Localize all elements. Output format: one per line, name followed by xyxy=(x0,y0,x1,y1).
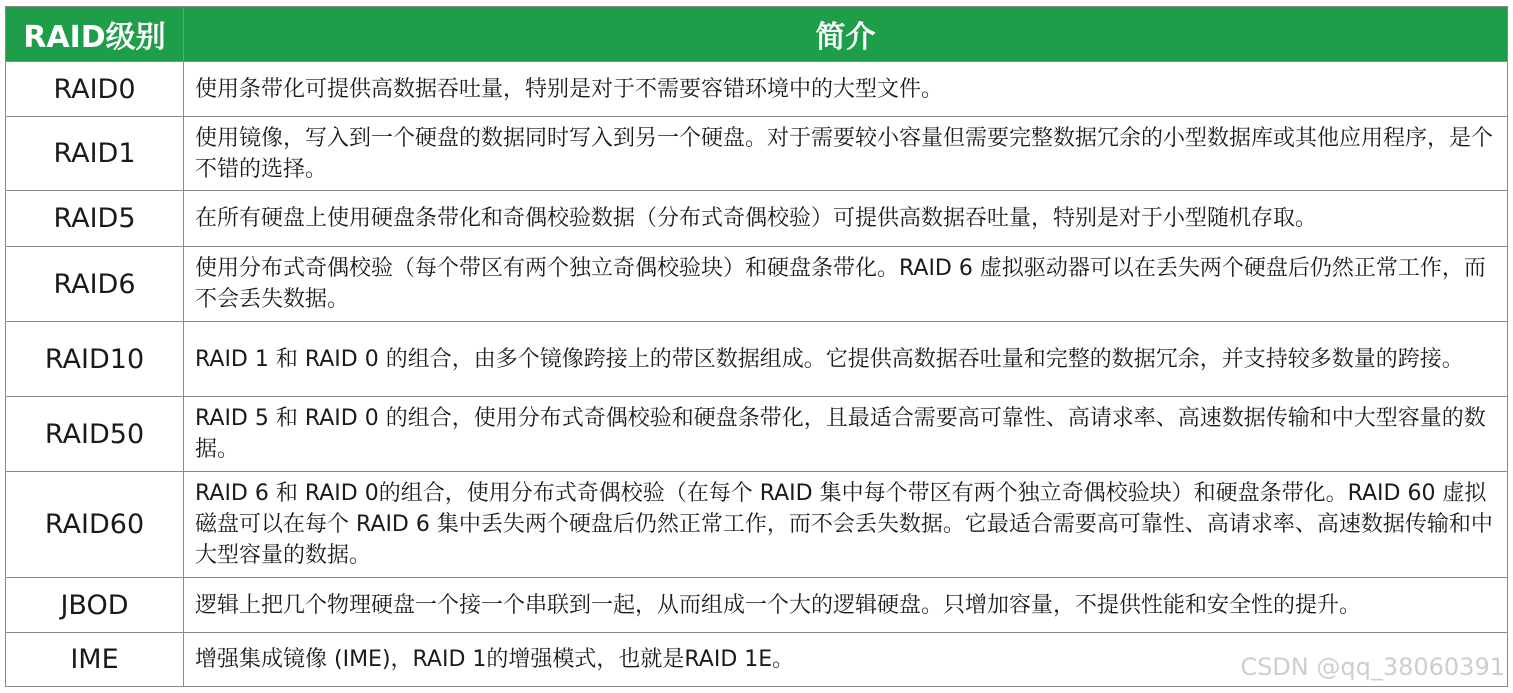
raid-description-cell: RAID 6 和 RAID 0的组合，使用分布式奇偶校验（在每个 RAID 集中每个带区有两个独立奇偶校验块）和硬盘条带化。RAID 60 虚拟磁盘可以在每个 RAID 6 集中丢失两个硬盘后仍然正常工作，而不会丢失数据。它最适合需要高可靠性、高请求率、高速数据传输和中大型容量的数据。 xyxy=(184,472,1508,578)
table-row xyxy=(6,578,1508,633)
raid-description-cell: 使用镜像，写入到一个硬盘的数据同时写入到另一个硬盘。对于需要较小容量但需要完整数据冗余的小型数据库或其他应用程序，是个不错的选择。 xyxy=(184,117,1508,191)
header-description: 简介 xyxy=(184,7,1508,62)
raid-description-cell: 逻辑上把几个物理硬盘一个接一个串联到一起，从而组成一个大的逻辑硬盘。只增加容量，不提供性能和安全性的提升。 xyxy=(184,578,1508,633)
table-row xyxy=(6,633,1508,687)
raid-level-cell: RAID6 xyxy=(6,247,184,322)
table-row xyxy=(6,191,1508,247)
raid-level-cell: RAID1 xyxy=(6,117,184,191)
header-row xyxy=(6,7,1508,62)
table-row xyxy=(6,117,1508,191)
raid-description-cell: 增强集成镜像 (IME)，RAID 1的增强模式，也就是RAID 1E。 xyxy=(184,633,1508,687)
csdn-watermark: CSDN @qq_38060391 xyxy=(1240,653,1505,681)
raid-description-cell: 使用条带化可提供高数据吞吐量，特别是对于不需要容错环境中的大型文件。 xyxy=(184,62,1508,117)
table-row xyxy=(6,472,1508,578)
table-row xyxy=(6,322,1508,397)
table-header xyxy=(6,7,1508,62)
header-raid-level: RAID级别 xyxy=(6,7,184,62)
raid-level-cell: RAID10 xyxy=(6,322,184,397)
table-body xyxy=(6,62,1508,687)
raid-level-cell: RAID0 xyxy=(6,62,184,117)
raid-description-cell: RAID 1 和 RAID 0 的组合，由多个镜像跨接上的带区数据组成。它提供高数据吞吐量和完整的数据冗余，并支持较多数量的跨接。 xyxy=(184,322,1508,397)
raid-description-cell: 使用分布式奇偶校验（每个带区有两个独立奇偶校验块）和硬盘条带化。RAID 6 虚拟驱动器可以在丢失两个硬盘后仍然正常工作，而不会丢失数据。 xyxy=(184,247,1508,322)
raid-level-cell: RAID60 xyxy=(6,472,184,578)
raid-description-cell: RAID 5 和 RAID 0 的组合，使用分布式奇偶校验和硬盘条带化，且最适合需要高可靠性、高请求率、高速数据传输和中大型容量的数据。 xyxy=(184,397,1508,472)
table-row xyxy=(6,247,1508,322)
raid-level-table xyxy=(5,6,1508,687)
raid-level-cell: IME xyxy=(6,633,184,687)
table-row xyxy=(6,62,1508,117)
table-row xyxy=(6,397,1508,472)
raid-level-cell: RAID50 xyxy=(6,397,184,472)
raid-level-cell: RAID5 xyxy=(6,191,184,247)
raid-level-cell: JBOD xyxy=(6,578,184,633)
raid-description-cell: 在所有硬盘上使用硬盘条带化和奇偶校验数据（分布式奇偶校验）可提供高数据吞吐量，特别是对于小型随机存取。 xyxy=(184,191,1508,247)
